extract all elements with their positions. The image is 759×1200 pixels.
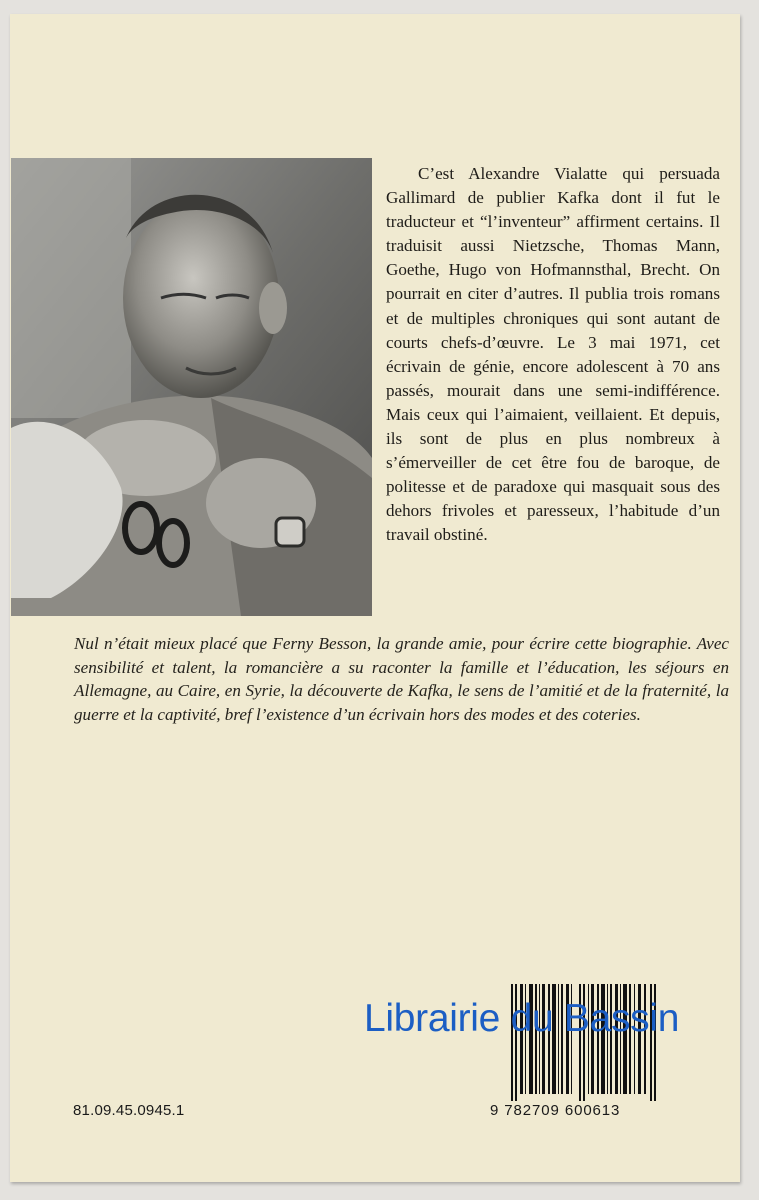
- author-blurb: C’est Alexandre Vialatte qui persuada Gallimard de publier Kafka dont il fut le traducteur et “l’inventeur” affirment certains. Il traduisit aussi Nietzsche, Thomas Mann, Goethe, Hugo von Hofmannsthal, Brecht. On pourrait en citer d’autres. Il publia trois romans et de multiples chroniques qui sont autant de courts chefs-d’œuvre. Le 3 mai 1971, cet écrivain de génie, encore adolescent à 70 ans passés, mourait dans une semi-indifférence. Mais ceux qui l’aimaient, veillaient. Et depuis, ils sont de plus en plus nombreux à s’émerveiller de cet être fou de baroque, de politesse et de paradoxe qui masquait sous des dehors frivoles et paresseux, l’habitude d’un travail obstiné.: [386, 164, 720, 545]
- author-photo: [11, 158, 372, 616]
- barcode-number: 9 782709 600613: [490, 1102, 621, 1119]
- bookshop-watermark: Librairie du Bassin: [364, 997, 680, 1040]
- publisher-code: 81.09.45.0945.1: [73, 1102, 185, 1119]
- author-portrait-image: [11, 158, 372, 616]
- biography-description: Nul n’était mieux placé que Ferny Besson, la grande amie, pour écrire cette biographie. Avec sensibilité et talent, la romancière a su raconter la famille et l’éducation, les séjours en Allemagne, au Caire, en Syrie, la découverte de Kafka, le sens de l’amitié et de la fraternité, la guerre et la captivité, bref l’existence d’un écrivain hors des modes et des coteries.: [74, 634, 729, 724]
